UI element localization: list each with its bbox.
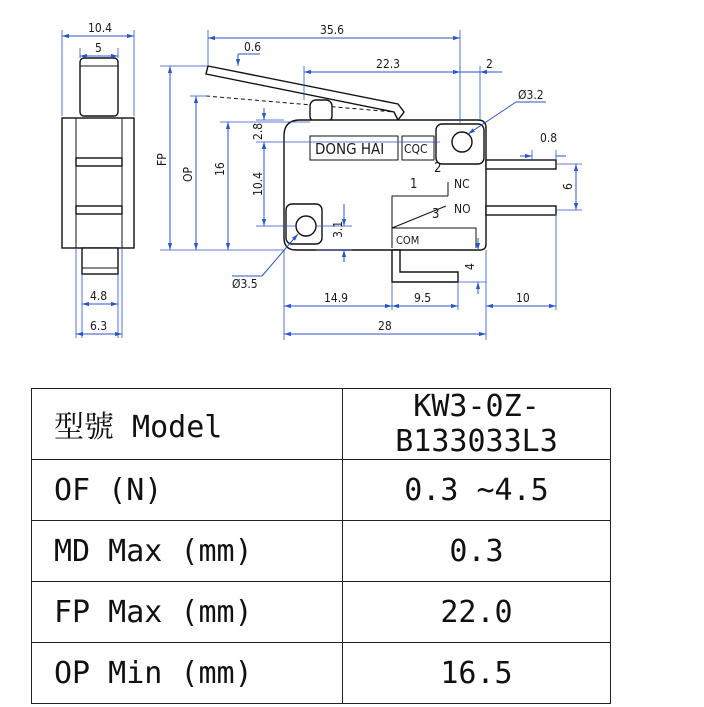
dim-hole-3-2: Ø3.2 — [518, 88, 544, 102]
row-label-of: OF (N) — [32, 460, 343, 521]
dim-3-1: 3.1 — [331, 220, 345, 238]
dim-0-6: 0.6 — [244, 40, 262, 54]
row-label-model: 型號 Model — [32, 389, 343, 460]
brand-label: DONG HAI — [315, 140, 385, 158]
dim-35-6: 35.6 — [320, 23, 345, 37]
table-row — [32, 521, 611, 582]
table-row — [32, 643, 611, 704]
pin-3-label: 3 — [432, 207, 440, 222]
dim-4-8: 4.8 — [90, 289, 108, 303]
dim-5: 5 — [95, 41, 102, 55]
dim-6: 6 — [561, 183, 575, 190]
pin-2-label: 2 — [434, 161, 442, 176]
row-value-md: 0.3 — [343, 521, 611, 582]
dim-10-4-side: 10.4 — [251, 171, 265, 196]
table-row — [32, 460, 611, 521]
dim-10-bottom: 10 — [516, 291, 530, 305]
row-value-op: 16.5 — [343, 643, 611, 704]
dim-10-4-top: 10.4 — [88, 21, 113, 35]
dim-14-9: 14.9 — [324, 291, 349, 305]
dim-op: OP — [181, 166, 195, 182]
dim-22-3: 22.3 — [376, 57, 401, 71]
row-label-fp: FP Max (mm) — [32, 582, 343, 643]
row-value-of: 0.3 ~4.5 — [343, 460, 611, 521]
row-value-model: KW3-0Z-B133033L3 — [343, 389, 611, 460]
row-label-md: MD Max (mm) — [32, 521, 343, 582]
dim-9-5: 9.5 — [414, 291, 432, 305]
dim-4: 4 — [463, 263, 477, 270]
no-label: NO — [454, 202, 471, 216]
dim-16: 16 — [213, 162, 227, 176]
dim-2-8: 2.8 — [251, 122, 265, 140]
row-value-fp: 22.0 — [343, 582, 611, 643]
dim-fp: FP — [155, 153, 169, 166]
nc-label: NC — [454, 177, 470, 191]
spec-table — [31, 388, 611, 704]
side-view — [62, 21, 134, 338]
row-label-op: OP Min (mm) — [32, 643, 343, 704]
table-row — [32, 582, 611, 643]
table-row — [32, 389, 611, 460]
dim-2: 2 — [486, 57, 493, 71]
technical-drawing — [0, 0, 704, 350]
pin-1-label: 1 — [410, 177, 418, 192]
cert-label: CQC — [404, 142, 428, 156]
dim-hole-3-5: Ø3.5 — [232, 277, 258, 291]
dim-0-8: 0.8 — [540, 131, 558, 145]
dim-28: 28 — [378, 319, 392, 333]
dim-6-3: 6.3 — [90, 319, 108, 333]
com-label: COM — [396, 234, 420, 247]
